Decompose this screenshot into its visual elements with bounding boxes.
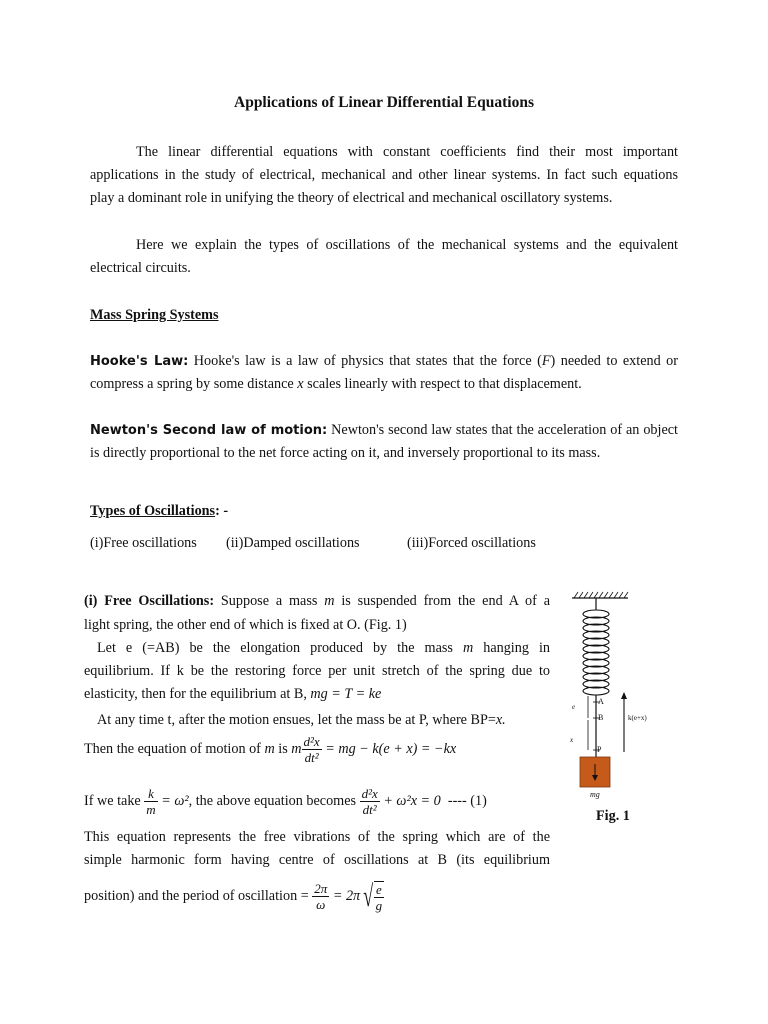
label-x: x	[570, 736, 574, 744]
spring-coils	[583, 610, 609, 695]
hooke-line-2	[90, 373, 678, 396]
equation-tag: ---- (1)	[447, 793, 487, 809]
free-text-11a: position) and the period of oscillation =	[84, 888, 313, 904]
hooke-line-1	[90, 350, 678, 373]
intro-line-3: play a dominant role in unifying the theory of electrical and mechanical oscillatory systems.	[90, 190, 613, 206]
intro2-line-2: electrical circuits.	[90, 260, 191, 276]
hooke-force-symbol: F	[541, 353, 551, 369]
label-p: P	[597, 745, 602, 754]
hooke-distance-symbol: x	[297, 376, 304, 392]
newton-label: Newton's Second law of motion:	[90, 423, 328, 438]
free-mass-symbol-3: m	[462, 640, 474, 656]
section-heading: Mass Spring Systems	[90, 307, 219, 323]
period-two-pi: = 2π	[332, 888, 361, 904]
type-item-free: (i)Free oscillations	[90, 535, 197, 551]
hooke-text-c: compress a spring by some distance	[90, 376, 298, 392]
label-e: e	[572, 703, 576, 711]
hooke-text-a: Hooke's law is a law of physics that states that the force (	[193, 353, 542, 369]
newton-line-2: is directly proportional to the net force acting on it, and inversely proportional to its mass.	[90, 445, 601, 461]
sqrt-numerator: e	[374, 882, 385, 898]
newton-text-a: Newton's second law states that the acceleration of an object	[331, 422, 678, 438]
free-line-10: simple harmonic form having centre of oscillations at B (its equilibrium	[84, 852, 550, 868]
eom-derivative-denominator: dt²	[304, 750, 319, 766]
omega-squared: = ω²	[161, 793, 189, 809]
eom-right-side: = mg − k(e + x) = −kx	[325, 741, 457, 757]
free-text-6a: At any time t, after the motion ensues, let the mass be at P, where BP=	[97, 712, 496, 728]
hooke-text-b: ) needed to extend or	[550, 353, 679, 369]
label-b: B	[598, 713, 604, 722]
type-item-damped: (ii)Damped oscillations	[226, 535, 360, 551]
type-item-forced: (iii)Forced oscillations	[407, 535, 536, 551]
free-text-7a: Then the equation of motion of	[84, 741, 265, 757]
figure-caption: Fig. 1	[596, 808, 630, 824]
label-a: A	[598, 697, 604, 706]
types-heading	[90, 500, 228, 523]
free-text-5a: elasticity, then for the equilibrium at B,	[84, 686, 311, 702]
spring-diagram	[560, 588, 670, 808]
equation-of-motion-line	[84, 734, 550, 765]
page-title: Applications of Linear Differential Equations	[234, 94, 534, 111]
period-line	[84, 878, 550, 914]
intro-line-1: The linear differential equations with constant coefficients find their most important	[136, 144, 678, 160]
ceiling-hatch	[574, 592, 628, 598]
free-line-3	[97, 637, 550, 661]
sqrt-denominator: g	[375, 897, 383, 913]
equilibrium-equation: mg = T = ke	[310, 686, 382, 702]
free-mass-symbol-1: m	[324, 593, 335, 609]
label-restoring-force: k(e+x)	[628, 714, 647, 722]
free-line-2: light spring, the other end of which is fixed at O. (Fig. 1)	[84, 617, 407, 633]
period-fraction	[312, 881, 329, 912]
hooke-text-d: scales linearly with respect to that displacement.	[303, 376, 582, 392]
k-over-m	[144, 786, 157, 817]
free-line-4: equilibrium. If k be the restoring force per unit stretch of the spring due to	[84, 663, 550, 679]
shm-derivative-denominator: dt²	[362, 802, 377, 818]
hooke-label: Hooke's Law:	[90, 354, 189, 369]
eom-mass: m	[291, 741, 302, 757]
free-text-3b: hanging in	[473, 640, 551, 656]
free-text-8a: If we take	[84, 793, 145, 809]
eom-derivative	[302, 734, 322, 765]
k-over-m-denominator: m	[146, 802, 156, 818]
free-label: (i) Free Oscillations:	[84, 593, 215, 609]
free-text-1a: Suppose a mass	[220, 593, 325, 609]
shm-equation-rhs: + ω²x = 0	[383, 793, 441, 809]
sqrt-sign-icon: √	[363, 879, 374, 913]
free-line-1	[84, 590, 550, 614]
newton-line-1	[90, 419, 678, 442]
period-denominator: ω	[316, 897, 326, 913]
k-over-m-numerator: k	[144, 786, 157, 802]
types-heading-text: Types of Oscillations	[90, 503, 216, 519]
free-line-6	[97, 709, 563, 733]
free-x-symbol: x.	[495, 712, 506, 728]
label-mg: mg	[590, 790, 600, 799]
free-text-1b: is suspended from the end A of a	[334, 593, 550, 609]
free-text-7b: is	[274, 741, 292, 757]
period-numerator: 2π	[314, 881, 328, 897]
shm-derivative	[360, 786, 380, 817]
shm-derivative-numerator: d²x	[361, 786, 378, 802]
free-line-9: This equation represents the free vibrations of the spring which are of the	[84, 829, 550, 845]
free-mass-symbol-7: m	[264, 741, 275, 757]
omega-definition-line	[84, 786, 564, 817]
eom-derivative-numerator: d²x	[303, 734, 320, 750]
free-text-3a: Let e (=AB) be the elongation produced by the mass	[97, 640, 463, 656]
intro-line-2: applications in the study of electrical, mechanical and other linear systems. In fact such equations	[90, 167, 678, 183]
free-line-5	[84, 683, 550, 707]
intro2-line-1: Here we explain the types of oscillations of the mechanical systems and the equivalent	[136, 237, 678, 253]
free-text-8b: , the above equation becomes	[188, 793, 360, 809]
types-heading-suffix: : -	[215, 503, 229, 519]
sqrt-fraction	[374, 881, 385, 913]
